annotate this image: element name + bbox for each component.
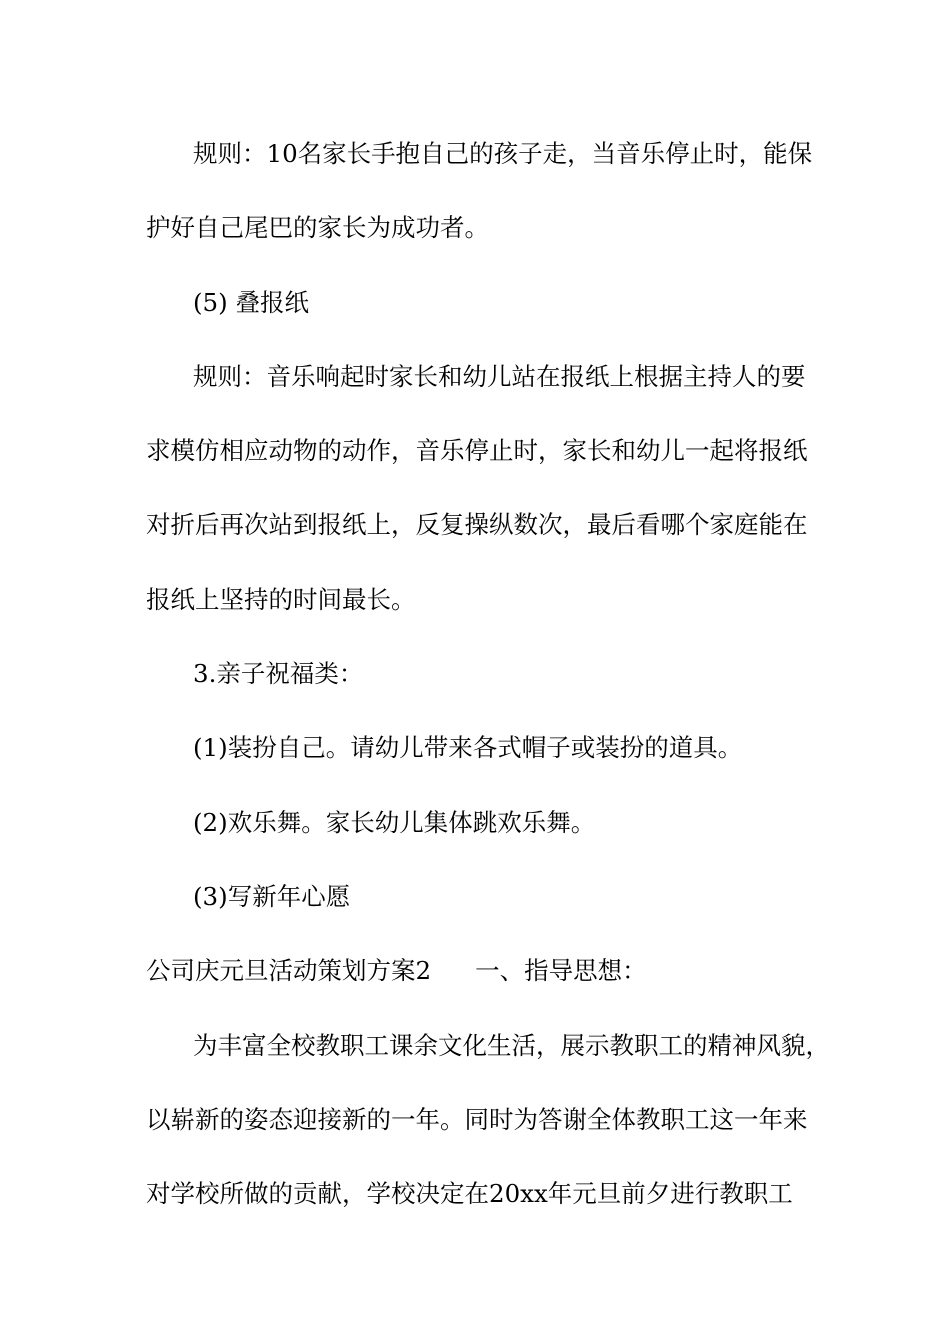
- list-item-heading: (5) 叠报纸: [193, 288, 309, 317]
- paragraph-line: 为丰富全校教职工课余文化生活，展示教职工的精神风貌，: [193, 1031, 830, 1060]
- paragraph-line: 以崭新的姿态迎接新的一年。同时为答谢全体教职工这一年来: [146, 1105, 808, 1134]
- paragraph-line: 对折后再次站到报纸上，反复操纵数次，最后看哪个家庭能在: [146, 510, 808, 539]
- paragraph-line: 规则：10名家长手抱自己的孩子走，当音乐停止时，能保: [193, 139, 813, 168]
- list-item: (2)欢乐舞。家长幼儿集体跳欢乐舞。: [193, 808, 596, 837]
- list-item: (1)装扮自己。请幼儿带来各式帽子或装扮的道具。: [193, 733, 743, 762]
- paragraph-line: 规则：音乐响起时家长和幼儿站在报纸上根据主持人的要: [193, 362, 806, 391]
- paragraph-line: 求模仿相应动物的动作，音乐停止时，家长和幼儿一起将报纸: [146, 436, 808, 465]
- list-item: (3)写新年心愿: [193, 882, 351, 911]
- document-title-line: [146, 954, 816, 988]
- paragraph-line: 护好自己尾巴的家长为成功者。: [146, 213, 489, 242]
- paragraph-line: 对学校所做的贡献，学校决定在20xx年元旦前夕进行教职工: [146, 1179, 793, 1208]
- section-subheading: 一、指导思想：: [475, 956, 647, 985]
- section-heading: 3.亲子祝福类：: [193, 659, 364, 688]
- document-title: 公司庆元旦活动策划方案2: [146, 956, 432, 985]
- paragraph-line: 报纸上坚持的时间最长。: [146, 585, 416, 614]
